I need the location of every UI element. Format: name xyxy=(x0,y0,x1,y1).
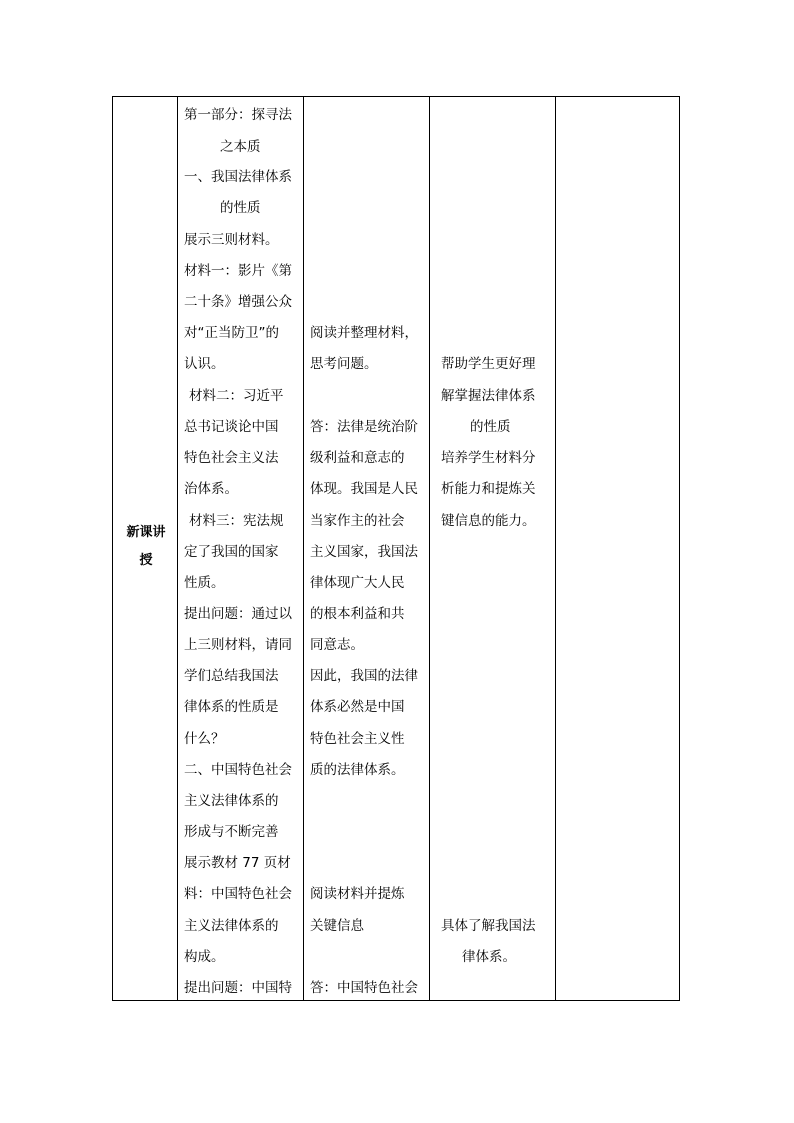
intent-line: 律体系。 xyxy=(462,949,516,965)
row-label-line: 授 xyxy=(139,553,153,568)
student-line: 思考问题。 xyxy=(310,356,378,372)
teacher-line: 料：中国特色社会 xyxy=(184,886,292,902)
intent-line: 具体了解我国法 xyxy=(441,918,536,934)
teacher-line: 律体系的性质是 xyxy=(184,699,279,715)
student-line: 质的法律体系。 xyxy=(310,762,405,778)
intent-line: 的性质 xyxy=(470,419,511,435)
teacher-line: 提出问题：通过以 xyxy=(184,606,292,622)
teacher-line: 特色社会主义法 xyxy=(184,450,279,466)
student-line: 阅读材料并提炼 xyxy=(310,886,405,902)
teacher-line: 展示三则材料。 xyxy=(184,232,279,248)
student-line: 同意志。 xyxy=(310,637,364,653)
teacher-line: 的性质 xyxy=(220,200,261,216)
student-line: 当家作主的社会 xyxy=(310,513,405,529)
teacher-line: 主义法律体系的 xyxy=(184,918,279,934)
teacher-line: 之本质 xyxy=(220,139,261,155)
teacher-line: 什么？ xyxy=(184,731,225,747)
student-line: 体系必然是中国 xyxy=(310,699,405,715)
student-line: 答：法律是统治阶 xyxy=(310,419,418,435)
student-line: 体现。我国是人民 xyxy=(310,481,418,497)
teacher-line: 上三则材料，请同 xyxy=(184,637,292,653)
teacher-line: 认识。 xyxy=(184,356,225,372)
column-divider xyxy=(177,97,178,1000)
teacher-line: 形成与不断完善 xyxy=(184,824,279,840)
lesson-plan-table xyxy=(112,96,680,1001)
teacher-line: 展示教材 77 页材 xyxy=(184,855,291,871)
student-line: 答：中国特色社会 xyxy=(310,980,418,996)
student-line: 因此，我国的法律 xyxy=(310,668,418,684)
student-line: 的根本利益和共 xyxy=(310,606,405,622)
row-label xyxy=(123,519,169,575)
row-label-line: 新课讲 xyxy=(126,525,166,540)
intent-line: 帮助学生更好理 xyxy=(441,356,536,372)
teacher-line: 材料二：习近平 xyxy=(189,388,284,404)
teacher-line: 材料三：宪法规 xyxy=(189,513,284,529)
student-line: 律体现广大人民 xyxy=(310,575,405,591)
teacher-line: 二十条》增强公众 xyxy=(184,294,292,310)
teacher-line: 一、我国法律体系 xyxy=(184,169,292,185)
intent-line: 键信息的能力。 xyxy=(441,513,536,529)
teacher-line: 主义法律体系的 xyxy=(184,793,279,809)
notes-cell xyxy=(556,97,680,1000)
intent-line: 培养学生材料分 xyxy=(441,450,536,466)
intent-line: 解掌握法律体系 xyxy=(441,388,536,404)
teacher-line: 材料一：影片《第 xyxy=(184,263,292,279)
teacher-line: 总书记谈论中国 xyxy=(184,419,279,435)
teacher-line: 治体系。 xyxy=(184,481,238,497)
student-line: 主义国家，我国法 xyxy=(310,544,418,560)
student-line: 特色社会主义性 xyxy=(310,731,405,747)
student-line: 级利益和意志的 xyxy=(310,450,405,466)
teacher-line: 二、中国特色社会 xyxy=(184,762,292,778)
column-divider xyxy=(303,97,304,1000)
student-line: 阅读并整理材料， xyxy=(310,325,418,341)
teacher-line: 构成。 xyxy=(184,949,225,965)
teacher-line: 定了我国的国家 xyxy=(184,544,279,560)
student-line: 关键信息 xyxy=(310,918,364,934)
intent-line: 析能力和提炼关 xyxy=(441,481,536,497)
teacher-line: 性质。 xyxy=(184,575,225,591)
teacher-line: 提出问题：中国特 xyxy=(184,980,292,996)
teacher-line: 对“正当防卫”的 xyxy=(184,325,279,341)
teacher-line: 第一部分：探寻法 xyxy=(184,107,292,123)
teacher-line: 学们总结我国法 xyxy=(184,668,279,684)
column-divider xyxy=(429,97,430,1000)
